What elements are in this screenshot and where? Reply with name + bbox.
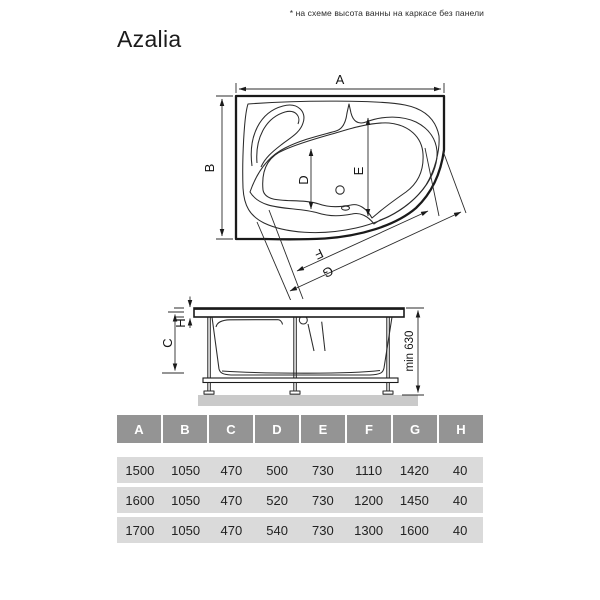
dim-label-a: A bbox=[335, 72, 345, 87]
frame-feet bbox=[204, 383, 393, 395]
table-cell: 1700 bbox=[125, 522, 155, 538]
tub-basin bbox=[263, 123, 423, 218]
table-header-cell: H bbox=[439, 415, 483, 443]
table-header-cell: F bbox=[347, 415, 391, 443]
frame-bar bbox=[203, 378, 398, 383]
table-header-row bbox=[117, 415, 483, 443]
table-header-cell: B bbox=[163, 415, 207, 443]
table-cell: 730 bbox=[312, 522, 334, 538]
dimension-b bbox=[202, 96, 233, 239]
drain-hole bbox=[336, 186, 344, 194]
dim-label-c: C bbox=[160, 338, 175, 348]
dim-label-h: H bbox=[173, 318, 188, 328]
dim-label-d: D bbox=[296, 175, 311, 185]
dim-label-min-height: min 630 bbox=[404, 330, 416, 372]
footnote: * на схеме высота ванны на каркасе без панели bbox=[289, 8, 484, 18]
dim-label-e: E bbox=[351, 166, 366, 176]
headrest bbox=[251, 105, 304, 167]
drain-overflow-detail bbox=[299, 316, 325, 351]
table-cell: 1050 bbox=[171, 522, 201, 538]
table-row bbox=[117, 487, 483, 513]
dimension-a bbox=[236, 72, 444, 93]
table-cell: 1050 bbox=[171, 492, 201, 508]
dimension-f bbox=[297, 211, 428, 271]
table-cell: 1420 bbox=[399, 462, 429, 478]
table-cell: 470 bbox=[220, 492, 243, 508]
floor bbox=[198, 395, 418, 406]
table-header-cell: G bbox=[393, 415, 437, 443]
table-header-cell: D bbox=[255, 415, 299, 443]
table-cell: 730 bbox=[312, 462, 334, 478]
spec-table bbox=[117, 415, 483, 547]
page-title: Azalia bbox=[117, 26, 182, 52]
table-cell: 500 bbox=[266, 462, 288, 478]
table-cell: 470 bbox=[220, 522, 243, 538]
table-row bbox=[117, 457, 483, 483]
dimension-min-height bbox=[402, 308, 424, 395]
table-cell: 520 bbox=[266, 492, 288, 508]
table-cell: 1110 bbox=[355, 462, 383, 478]
table-cell: 40 bbox=[452, 522, 468, 538]
frame-legs bbox=[208, 317, 389, 378]
table-cell: 470 bbox=[220, 462, 243, 478]
table-cell: 40 bbox=[452, 492, 468, 508]
dimension-d bbox=[296, 149, 311, 209]
dimension-e bbox=[351, 118, 368, 216]
table-cell: 1200 bbox=[354, 492, 384, 508]
table-cell: 730 bbox=[312, 492, 334, 508]
dim-label-b: B bbox=[202, 163, 217, 173]
table-cell: 540 bbox=[266, 522, 288, 538]
table-cell: 40 bbox=[452, 462, 468, 478]
table-header-cell: E bbox=[301, 415, 345, 443]
dim-label-f: F bbox=[312, 245, 326, 263]
table-header-cell: A bbox=[117, 415, 161, 443]
dim-label-g: G bbox=[320, 263, 336, 282]
tub-shell bbox=[212, 317, 392, 375]
table-header-cell: C bbox=[209, 415, 253, 443]
table-row bbox=[117, 517, 483, 543]
table-cell: 1300 bbox=[354, 522, 384, 538]
table-cell: 1450 bbox=[399, 492, 429, 508]
table-cell: 1600 bbox=[399, 522, 429, 538]
table-cell: 1050 bbox=[171, 462, 201, 478]
side-view-drawing bbox=[140, 283, 440, 408]
table-cell: 1500 bbox=[125, 462, 155, 478]
top-view-drawing bbox=[190, 60, 490, 300]
table-cell: 1600 bbox=[125, 492, 155, 508]
